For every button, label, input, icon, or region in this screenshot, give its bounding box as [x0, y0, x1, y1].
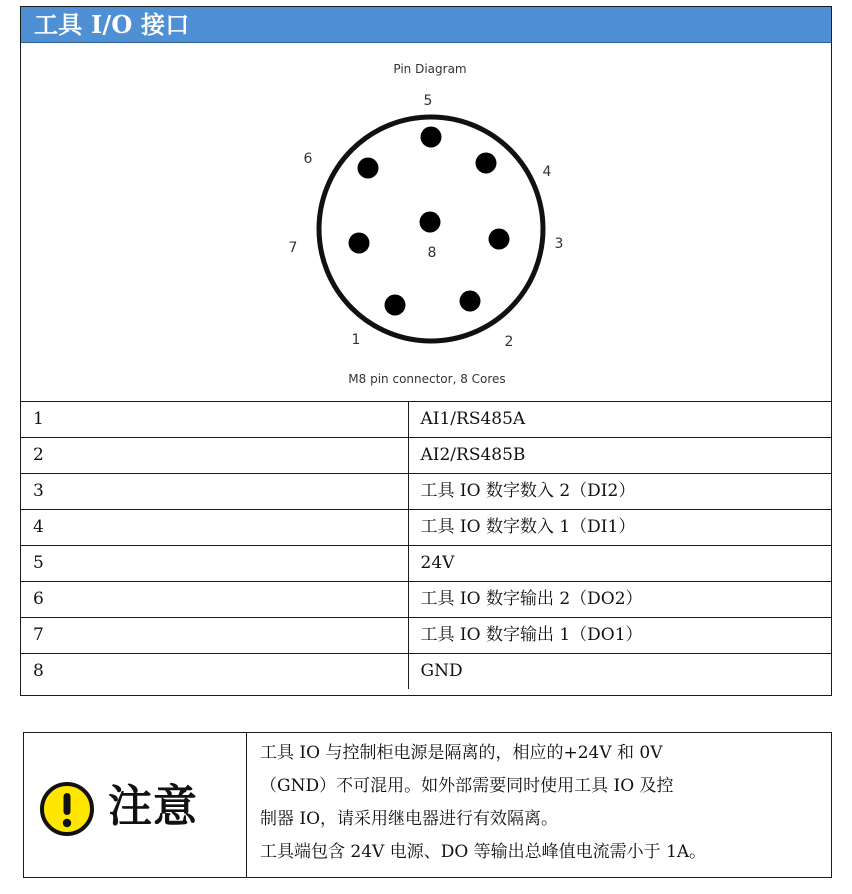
pin-number-cell: 1: [21, 401, 408, 437]
pin-label-6: 6: [303, 151, 313, 167]
pin-function-cell: 工具 IO 数字数入 1（DI1）: [408, 509, 831, 545]
pin-function-cell: GND: [408, 653, 831, 689]
section-header: [21, 7, 831, 43]
diagram-title: Pin Diagram: [393, 62, 467, 76]
table-row: [21, 473, 831, 509]
tool-io-panel: [20, 6, 832, 696]
pin-function-table: [21, 401, 831, 689]
warning-exclamation-icon: [38, 780, 96, 838]
notice-line: （GND）不可混用。如外部需要同时使用工具 IO 及控: [260, 776, 674, 796]
pin-function-cell: 工具 IO 数字输出 1（DO1）: [408, 617, 831, 653]
table-row: [21, 437, 831, 473]
pin-number-cell: 5: [21, 545, 408, 581]
notice-content: [247, 733, 831, 877]
pin-number-cell: 3: [21, 473, 408, 509]
table-row: [21, 653, 831, 689]
section-title: 工具 I/O 接口: [34, 10, 190, 39]
notice-line: 工具端包含 24V 电源、DO 等输出总峰值电流需小于 1A。: [260, 842, 707, 862]
pin-6-dot: [358, 158, 379, 179]
pin-number-cell: 6: [21, 581, 408, 617]
pin-5-dot: [421, 127, 442, 148]
pin-label-8: 8: [427, 245, 437, 261]
pin-number-cell: 8: [21, 653, 408, 689]
pin-function-cell: AI1/RS485A: [420, 408, 526, 429]
notice-line: 制器 IO，请采用继电器进行有效隔离。: [260, 809, 559, 829]
pin-function-cell: AI2/RS485B: [408, 437, 831, 473]
pin-label-7: 7: [288, 240, 298, 256]
table-row: [21, 545, 831, 581]
pin-label-3: 3: [554, 236, 564, 252]
pin-function-cell: 24V: [408, 545, 831, 581]
table-row: [21, 509, 831, 545]
pin-4-dot: [476, 153, 497, 174]
pin-number-cell: 4: [21, 509, 408, 545]
pin-3-dot: [489, 229, 510, 250]
pin-number-cell: 2: [21, 437, 408, 473]
notice-label-cell: [24, 733, 247, 877]
pin-2-dot: [460, 291, 481, 312]
pin-label-2: 2: [504, 334, 514, 350]
notice-box: [23, 732, 832, 878]
pin-1-dot: [385, 295, 406, 316]
pin-7-dot: [349, 233, 370, 254]
table-row: [21, 401, 831, 437]
notice-heading: 注意: [108, 781, 198, 832]
pin-8-dot: [420, 212, 441, 233]
table-row: [21, 617, 831, 653]
pin-function-cell: 工具 IO 数字输出 2（DO2）: [408, 581, 831, 617]
diagram-caption: M8 pin connector, 8 Cores: [348, 372, 506, 386]
pin-function-cell: 工具 IO 数字数入 2（DI2）: [408, 473, 831, 509]
pin-label-4: 4: [542, 164, 552, 180]
notice-line: 工具 IO 与控制柜电源是隔离的，相应的+24V 和 0V: [260, 743, 663, 763]
table-row: [21, 581, 831, 617]
pin-diagram: [21, 43, 831, 401]
pin-label-1: 1: [351, 332, 361, 348]
pin-diagram-box: [21, 43, 831, 402]
pin-number-cell: 7: [21, 617, 408, 653]
pin-label-5: 5: [423, 93, 433, 109]
